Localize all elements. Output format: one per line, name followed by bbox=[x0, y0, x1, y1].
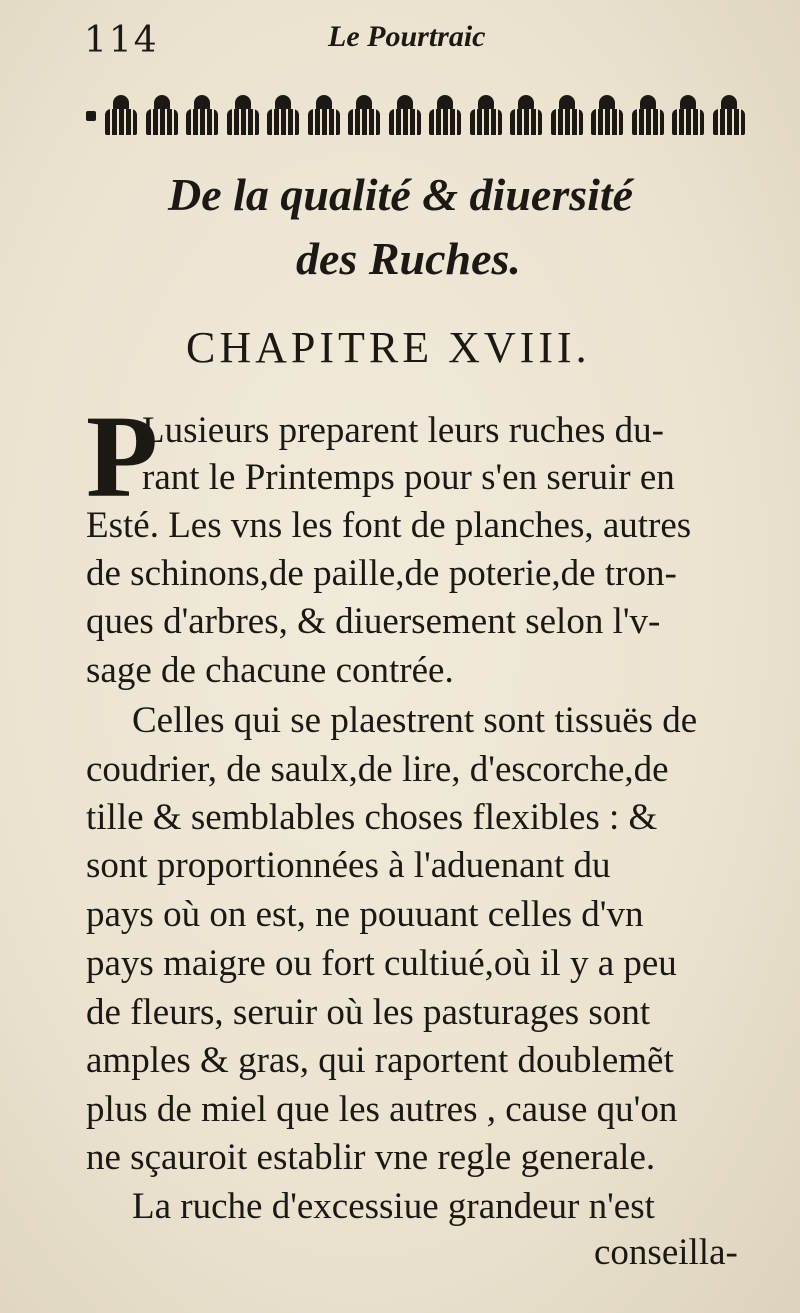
fleuron-icon bbox=[428, 93, 462, 137]
ornament-dot-icon bbox=[86, 111, 96, 121]
chapter-heading: CHAPITRE XVIII. bbox=[186, 323, 591, 372]
text-line: rant le Printemps pour s'en seruir en bbox=[142, 457, 675, 498]
fleuron-icon bbox=[671, 93, 705, 137]
drop-cap: P bbox=[86, 391, 159, 522]
text-line: de fleurs, seruir où les pasturages sont bbox=[86, 992, 651, 1033]
fleuron-icon bbox=[266, 93, 300, 137]
fleuron-row bbox=[104, 93, 746, 139]
text-line: tille & semblables choses flexibles : & bbox=[86, 797, 658, 838]
fleuron-icon bbox=[550, 93, 584, 137]
text-line: sont proportionnées à l'aduenant du bbox=[86, 845, 611, 886]
fleuron-icon bbox=[469, 93, 503, 137]
fleuron-icon bbox=[226, 93, 260, 137]
running-head: Le Pourtraic bbox=[328, 20, 486, 53]
text-line: de schinons,de paille,de poterie,de tron- bbox=[86, 553, 677, 594]
text-line: La ruche d'excessiue grandeur n'est bbox=[132, 1186, 655, 1227]
fleuron-icon bbox=[145, 93, 179, 137]
fleuron-icon bbox=[388, 93, 422, 137]
fleuron-icon bbox=[347, 93, 381, 137]
text-line: plus de miel que les autres , cause qu'on bbox=[86, 1089, 678, 1130]
fleuron-icon bbox=[712, 93, 746, 137]
section-title-line-1: De la qualité & diuersité bbox=[168, 169, 634, 220]
text-line: ne sçauroit establir vne regle generale. bbox=[86, 1137, 656, 1178]
text-line: Esté. Les vns les font de planches, autres bbox=[86, 505, 692, 546]
text-line: Celles qui se plaestrent sont tissuës de bbox=[132, 700, 698, 741]
section-title-line-2: des Ruches. bbox=[296, 233, 521, 284]
text-line: coudrier, de saulx,de lire, d'escorche,de bbox=[86, 749, 669, 790]
text-line: pays maigre ou fort cultiué,où il y a peu bbox=[86, 943, 677, 984]
fleuron-icon bbox=[509, 93, 543, 137]
ornamental-border bbox=[86, 90, 746, 142]
fleuron-icon bbox=[185, 93, 219, 137]
text-line: sage de chacune contrée. bbox=[86, 650, 454, 691]
catchword: conseilla- bbox=[594, 1232, 738, 1273]
text-line: pays où on est, ne pouuant celles d'vn bbox=[86, 894, 644, 935]
fleuron-icon bbox=[590, 93, 624, 137]
text-line: amples & gras, qui raportent doublemẽt bbox=[86, 1040, 674, 1081]
text-line: Lusieurs preparent leurs ruches du- bbox=[142, 410, 664, 451]
fleuron-icon bbox=[104, 93, 138, 137]
fleuron-icon bbox=[307, 93, 341, 137]
fleuron-icon bbox=[631, 93, 665, 137]
text-line: ques d'arbres, & diuersement selon l'v- bbox=[86, 601, 661, 642]
page-number: 114 bbox=[84, 20, 159, 61]
